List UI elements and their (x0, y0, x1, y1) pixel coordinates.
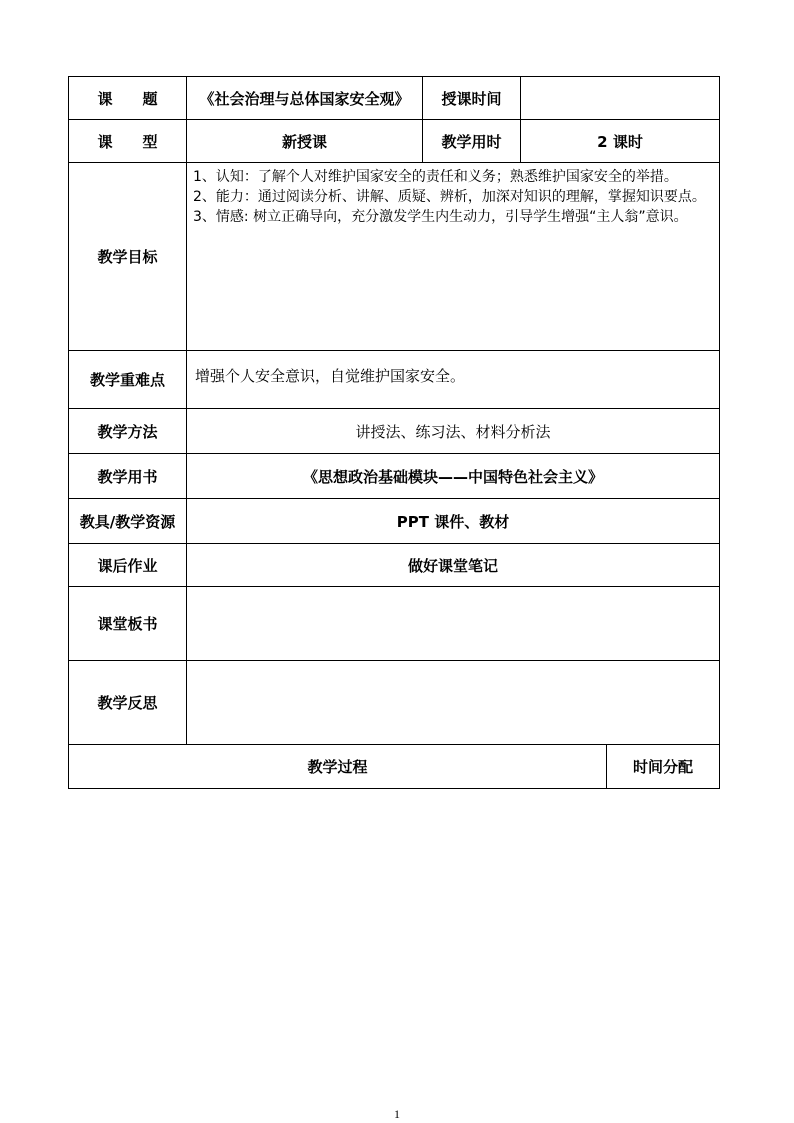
row-board (69, 587, 720, 661)
topic-value: 《社会治理与总体国家安全观》 (187, 77, 423, 120)
keypoints-label: 教学重难点 (69, 351, 187, 409)
method-value: 讲授法、练习法、材料分析法 (187, 409, 720, 454)
homework-value: 做好课堂笔记 (187, 544, 720, 587)
row-method (69, 409, 720, 454)
row-process (69, 745, 720, 789)
goal-item: 3、情感: 树立正确导向，充分激发学生内生动力，引导学生增强“主人翁”意识。 (193, 209, 688, 225)
goal-item: 2、能力：通过阅读分析、讲解、质疑、辨析，加深对知识的理解，掌握知识要点。 (193, 189, 706, 205)
time-allocation-label: 时间分配 (607, 745, 720, 789)
row-keypoints (69, 351, 720, 409)
homework-label: 课后作业 (69, 544, 187, 587)
row-type (69, 120, 720, 163)
reflection-value (187, 661, 720, 745)
resources-value: PPT 课件、教材 (187, 499, 720, 544)
topic-label: 课 题 (69, 77, 187, 120)
lesson-plan-table (68, 76, 720, 789)
goal-item: 1、认知：了解个人对维护国家安全的责任和义务；熟悉维护国家安全的举措。 (193, 169, 678, 185)
goals-label: 教学目标 (69, 163, 187, 351)
page-number: 1 (394, 1107, 400, 1121)
row-reflection (69, 661, 720, 745)
method-label: 教学方法 (69, 409, 187, 454)
goals-content (187, 163, 720, 351)
reflection-label: 教学反思 (69, 661, 187, 745)
board-label: 课堂板书 (69, 587, 187, 661)
row-topic (69, 77, 720, 120)
hours-value: 2 课时 (521, 120, 720, 163)
row-resources (69, 499, 720, 544)
row-goals (69, 163, 720, 351)
process-label: 教学过程 (69, 745, 607, 789)
hours-label: 教学用时 (423, 120, 521, 163)
board-value (187, 587, 720, 661)
resources-label: 教具/教学资源 (69, 499, 187, 544)
textbook-value: 《思想政治基础模块——中国特色社会主义》 (187, 454, 720, 499)
teaching-time-label: 授课时间 (423, 77, 521, 120)
type-value: 新授课 (187, 120, 423, 163)
row-homework (69, 544, 720, 587)
keypoints-value: 增强个人安全意识，自觉维护国家安全。 (187, 351, 720, 409)
teaching-time-value (521, 77, 720, 120)
type-label: 课 型 (69, 120, 187, 163)
textbook-label: 教学用书 (69, 454, 187, 499)
row-textbook (69, 454, 720, 499)
